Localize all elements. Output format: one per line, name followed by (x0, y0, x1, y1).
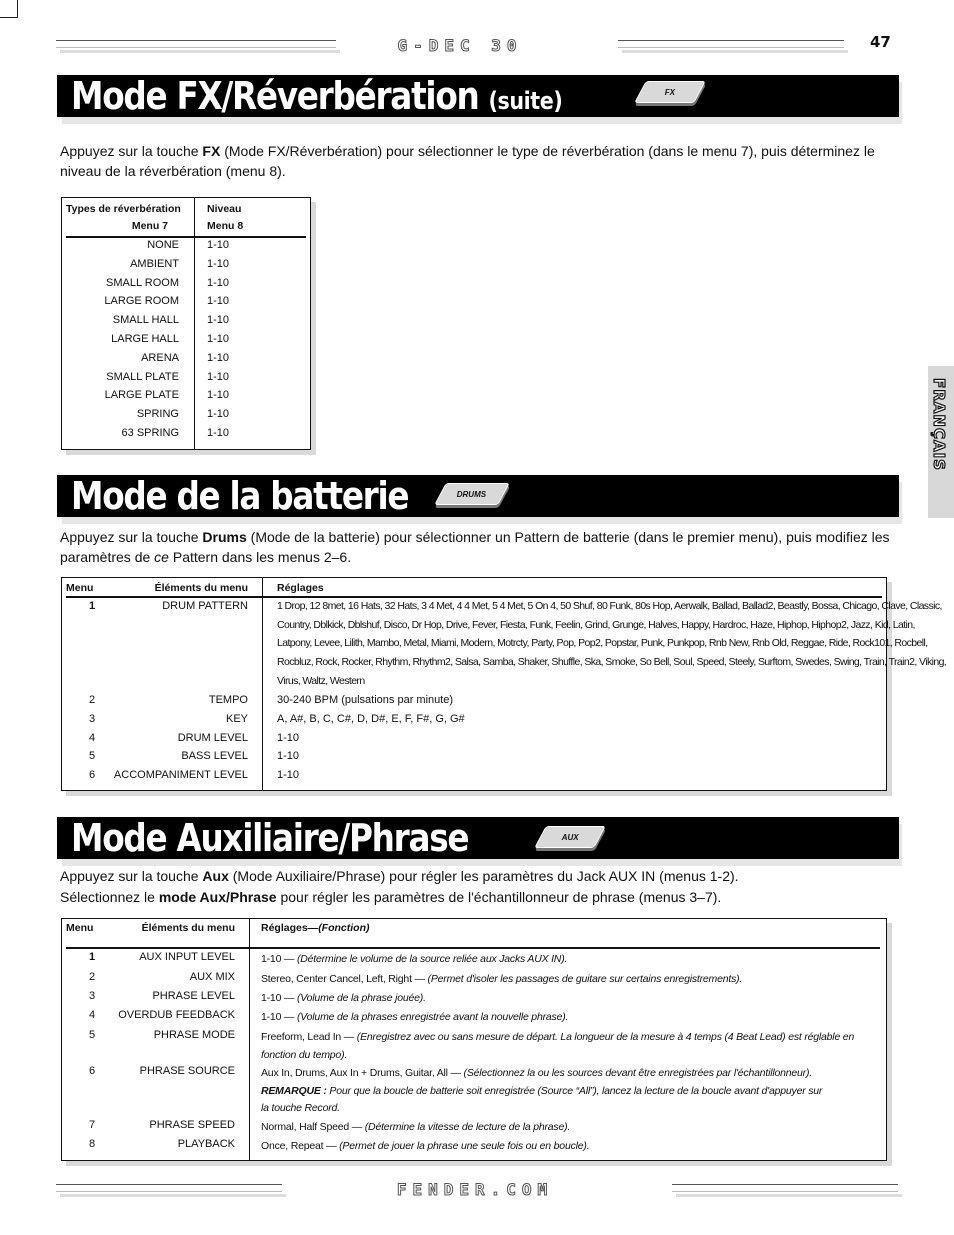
drums-menu-element: BASS LEVEL (181, 750, 248, 762)
fx-key-icon (634, 81, 706, 103)
aux-menu-number: 2 (88, 971, 96, 983)
aux-menu-number: 4 (88, 1009, 96, 1021)
aux-setting-function: (Volume de la phrases enregistrée avant la nouvelle phrase). (296, 1011, 569, 1023)
reverb-level: 1-10 (207, 371, 230, 383)
aux-menu-setting (261, 1009, 881, 1027)
drums-menu-number: 2 (88, 694, 96, 706)
aux-menu-element: PHRASE LEVEL (152, 990, 235, 1002)
reverb-type: NONE (147, 239, 179, 251)
reverb-level: 1-10 (207, 258, 230, 270)
aux-menu-element: AUX MIX (189, 971, 235, 983)
reverb-level: 1-10 (207, 427, 230, 439)
aux-header-divider (66, 947, 880, 949)
drums-menu-number: 4 (88, 732, 96, 744)
aux-setting-values: 1-10 — (261, 992, 297, 1004)
aux-header-settings (261, 922, 370, 934)
aux-setting-values: 1-10 — (261, 953, 297, 965)
aux-note-label: REMARQUE : (261, 1084, 330, 1097)
aux-setting-values: Aux In, Drums, Aux In + Drums, Guitar, All — (261, 1067, 464, 1079)
fx-section-banner (57, 75, 899, 117)
footer-rule-left-shadow (60, 1194, 286, 1197)
reverb-level: 1-10 (207, 239, 230, 251)
reverb-level: 1-10 (207, 333, 230, 345)
aux-header-elements: Éléments du menu (141, 922, 235, 934)
header-rule-right-shadow (622, 50, 848, 53)
aux-section-banner (57, 817, 899, 859)
fx-col1-header: Types de réverbération (66, 203, 181, 215)
aux-setting-function: (Enregistrez avec ou sans mesure de départ. La longueur de la mesure à 4 temps (4 Beat Lead) est réglable en (356, 1031, 855, 1043)
reverb-level: 1-10 (207, 295, 230, 307)
fx-intro (60, 141, 900, 181)
fx-title-text: Mode FX/Réverbération (71, 74, 479, 118)
fx-col1-subheader: Menu 7 (131, 220, 168, 232)
drums-menu-element: DRUM PATTERN (162, 600, 248, 612)
drums-intro-pre: Appuyez sur la touche (60, 529, 203, 545)
drum-pattern-line: Country, Dblkick, Dblshuf, Disco, Dr Hop, Drive, Fever, Fiesta, Funk, Feelin, Grind, Grunge, Halves, Happy, Hardroc, Haze, Hiphop, Hiphop2, Jazz, Kid, Latin, (277, 618, 915, 631)
aux-menu-element: OVERDUB FEEDBACK (118, 1009, 235, 1021)
aux-menu-number: 1 (88, 951, 96, 963)
fx-title-suffix: (suite) (488, 87, 563, 115)
reverb-type: SMALL PLATE (106, 371, 179, 383)
aux-table (61, 918, 887, 1161)
drum-pattern-line: Virus, Waltz, Western (277, 674, 365, 687)
aux-setting-values: Once, Repeat — (261, 1140, 340, 1152)
aux-intro2-post: pour régler les paramètres de l'échantillonneur de phrase (menus 3–7). (276, 889, 722, 905)
drums-header-menu: Menu (66, 582, 94, 594)
drums-intro (60, 527, 905, 567)
aux-setting-values: 1-10 — (261, 1011, 297, 1023)
fx-section-title (71, 74, 563, 118)
aux-setting-function: (Sélectionnez la ou les sources devant être enregistrées par l'échantillonneur). (463, 1067, 812, 1079)
fx-intro-post: (Mode FX/Réverbération) pour sélectionner le type de réverbération (dans le menu 7), puis déterminez le niveau de la réverbération (menu 8). (60, 143, 875, 179)
reverb-type: LARGE ROOM (104, 295, 179, 307)
page-number: 47 (870, 33, 891, 51)
drums-menu-setting: 1-10 (277, 769, 300, 781)
footer-brand: FENDER.COM (396, 1180, 554, 1199)
fx-col2-header: Niveau (207, 203, 242, 215)
aux-menu-element: PLAYBACK (177, 1138, 235, 1150)
drums-menu-element: KEY (225, 713, 248, 725)
drums-menu-number: 1 (88, 600, 96, 612)
reverb-type: ARENA (141, 352, 179, 364)
fx-column-divider (194, 198, 195, 449)
reverb-type: LARGE HALL (111, 333, 179, 345)
aux-note-text: Pour que la boucle de batterie soit enregistrée (Source “All”), lancez la lecture de la boucle avant d'appuyer sur (329, 1084, 823, 1097)
fx-key-label: FX (664, 87, 676, 97)
fx-reverb-table (61, 197, 311, 450)
aux-intro-line2 (60, 887, 905, 907)
drums-intro-post: Pattern dans les menus 2–6. (168, 549, 352, 565)
aux-intro1-pre: Appuyez sur la touche (60, 868, 203, 884)
reverb-type: LARGE PLATE (104, 389, 179, 401)
aux-header-menu: Menu (66, 922, 94, 934)
drums-intro-italic: ce (154, 549, 169, 565)
aux-menu-setting (261, 971, 881, 989)
aux-section-title: Mode Auxiliaire/Phrase (71, 816, 469, 860)
aux-menu-setting (261, 951, 881, 969)
aux-setting-function: (Détermine le volume de la source reliée aux Jacks AUX IN). (296, 953, 568, 965)
aux-menu-number: 5 (88, 1029, 96, 1041)
header-rule-left-shadow (60, 50, 340, 53)
aux-key-label: AUX (561, 832, 579, 842)
drums-column-divider (262, 578, 263, 790)
drums-menu-number: 6 (88, 769, 96, 781)
drum-pattern-line: Rocbluz, Rock, Rocker, Rhythm, Rhythm2, Salsa, Samba, Shaker, Shuffle, Ska, Smoke, So Bell, Soul, Speed, Steely, Surftom, Swedes, Swing, Train, Train2, Viking, (277, 656, 947, 669)
aux-menu-setting (261, 1138, 881, 1156)
aux-menu-element: AUX INPUT LEVEL (139, 951, 235, 963)
aux-header-settings-italic: (Fonction) (318, 922, 370, 934)
drums-intro-mid: (Mode de la batterie) pour sélectionner un Pattern de batterie (dans le premier menu), puis modifiez les paramètres de (60, 529, 890, 565)
aux-menu-element: PHRASE SPEED (149, 1119, 235, 1131)
drums-menu-element: ACCOMPANIMENT LEVEL (113, 769, 248, 781)
aux-setting-values: Stereo, Center Cancel, Left, Right — (261, 973, 428, 985)
reverb-type: AMBIENT (130, 258, 179, 270)
header-rule-right (618, 40, 844, 48)
aux-intro-line1 (60, 866, 905, 886)
aux-intro1-key: Aux (202, 868, 229, 884)
drums-section-title: Mode de la batterie (71, 474, 409, 518)
drums-menu-setting: A, A#, B, C, C#, D, D#, E, F, F#, G, G# (277, 713, 465, 725)
drums-menu-number: 5 (88, 750, 96, 762)
aux-menu-setting (261, 1119, 881, 1137)
fx-col2-subheader: Menu 8 (207, 220, 244, 232)
drums-table (61, 577, 947, 791)
drums-key-icon (434, 483, 510, 505)
aux-menu-number: 6 (88, 1065, 96, 1077)
drums-header-elements: Éléments du menu (154, 582, 248, 594)
footer-rule-right (672, 1184, 898, 1192)
language-tab (928, 366, 954, 518)
drums-menu-number: 3 (88, 713, 96, 725)
reverb-level: 1-10 (207, 408, 230, 420)
aux-setting-function: (Permet de jouer la phrase une seule fois ou en boucle). (339, 1140, 590, 1152)
reverb-level: 1-10 (207, 314, 230, 326)
aux-menu-number: 8 (88, 1138, 96, 1150)
aux-menu-element: PHRASE SOURCE (139, 1065, 235, 1077)
aux-setting-function-cont: fonction du tempo). (261, 1048, 348, 1061)
aux-menu-setting (261, 990, 881, 1008)
drums-menu-setting: 1-10 (277, 732, 300, 744)
reverb-type: SPRING (136, 408, 179, 420)
aux-key-icon (534, 826, 606, 848)
header-rule-left (56, 40, 336, 48)
drums-menu-element: DRUM LEVEL (177, 732, 248, 744)
aux-setting-values: Freeform, Lead In — (261, 1031, 357, 1043)
fx-header-divider (66, 236, 306, 238)
drums-menu-setting: 30-240 BPM (pulsations par minute) (277, 694, 454, 706)
aux-header-settings-text: Réglages— (261, 922, 319, 934)
aux-setting-function: (Permet d'isoler les passages de guitare sur certains enregistrements). (427, 973, 743, 985)
fx-intro-pre: Appuyez sur la touche (60, 143, 203, 159)
drums-menu-element: TEMPO (208, 694, 248, 706)
footer-rule-left (56, 1184, 282, 1192)
footer-rule-right-shadow (676, 1194, 902, 1197)
aux-note-text-cont: la touche Record. (261, 1102, 340, 1114)
drum-pattern-line: Latpony, Levee, Lilith, Mambo, Metal, Miami, Modern, Motrcty, Party, Pop, Pop2, Popstar, Punk, Punkpop, Rnb New, Rnb Old, Reggae, Ride, Rock101, Rocbell, (277, 637, 928, 650)
aux-menu-number: 7 (88, 1119, 96, 1131)
drums-header-settings: Réglages (277, 582, 324, 594)
drums-key-label: DRUMS (457, 489, 487, 499)
aux-menu-setting (261, 1065, 881, 1118)
reverb-type: SMALL ROOM (106, 277, 179, 289)
crop-mark (0, 0, 18, 18)
aux-setting-function: (Volume de la phrase jouée). (296, 992, 426, 1004)
reverb-level: 1-10 (207, 352, 230, 364)
aux-intro2-pre: Sélectionnez le (60, 889, 159, 905)
fx-intro-key: FX (202, 143, 221, 159)
drums-menu-setting: 1-10 (277, 750, 300, 762)
reverb-level: 1-10 (207, 277, 230, 289)
drum-pattern-list (277, 597, 947, 691)
aux-setting-function: (Détermine la vitesse de lecture de la phrase). (364, 1121, 571, 1133)
aux-column-divider (249, 919, 250, 1160)
aux-setting-values: Normal, Half Speed — (261, 1121, 365, 1133)
reverb-level: 1-10 (207, 389, 230, 401)
drum-pattern-line: 1 Drop, 12 8met, 16 Hats, 32 Hats, 3 4 Met, 4 4 Met, 5 4 Met, 5 On 4, 50 Shuf, 80 Funk, 80s Hop, Aerwalk, Ballad, Ballad2, Beastly, Bossa, Chicago, Clave, Classic, (277, 600, 942, 612)
reverb-type: 63 SPRING (121, 427, 179, 439)
reverb-type: SMALL HALL (112, 314, 179, 326)
drums-intro-key: Drums (202, 529, 247, 545)
language-tab-label: FRANÇAIS (930, 378, 948, 471)
aux-intro2-mode: mode Aux/Phrase (158, 889, 277, 905)
aux-menu-setting (261, 1029, 881, 1064)
header-brand: G-DEC 30 (397, 36, 523, 55)
aux-menu-number: 3 (88, 990, 96, 1002)
aux-menu-element: PHRASE MODE (153, 1029, 235, 1041)
aux-intro1-post: (Mode Auxiliaire/Phrase) pour régler les paramètres du Jack AUX IN (menus 1-2). (228, 868, 739, 884)
